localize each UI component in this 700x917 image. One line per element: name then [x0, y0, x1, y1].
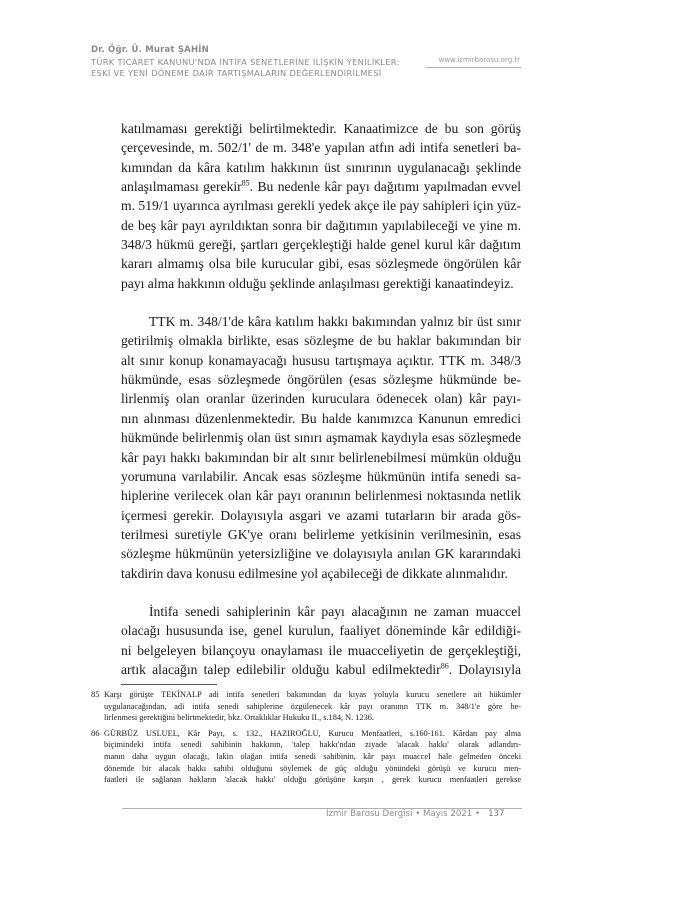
text-line: getirilmiş olmakla birlikte, esas sözleşme de bu haklar bakımından bir — [121, 333, 521, 349]
text-line: lirlenmiş olan oranlar üzerinden kuruculara ödenecek olan) kâr payı- — [121, 391, 521, 407]
paragraph-3 — [121, 602, 521, 679]
text-fragment: İntifa senedi sahiplerinin kâr payı alacağının ne zaman muaccel — [149, 603, 521, 619]
footnote-line: uygulanacağından, adi intifa senedi sahiplerine özgülenecek kâr payı oranının TTK m. 348/1'e göre be- — [104, 701, 521, 711]
text-line: de beş kâr payı ayrıldıktan sonra bir dağıtımın yapılabileceği ve yine m. — [121, 217, 521, 233]
running-footer — [326, 809, 504, 819]
footnote-number: 86 — [91, 727, 100, 738]
paragraph-gap — [121, 293, 521, 312]
text-line: takdirin dava konusu edilmesine yol açabileceği de dikkate alınmalıdır. — [121, 565, 508, 581]
text-line: alt sınır konup konamayacağı hususu tartışmaya açıktır. TTK m. 348/3 — [121, 352, 521, 368]
text-line: yorumuna varılabilir. Ancak esas sözleşme hükmünün intifa senedi sa- — [121, 468, 521, 484]
text-line: m. 519/1 uyarınca ayrılması gerekli yedek akçe ile pay sahipleri için yüz- — [121, 198, 521, 214]
author-name: Dr. Öğr. Ü. Murat ŞAHİN — [91, 45, 209, 55]
text-line: kımından da kâra katılım hakkının üst sınırının uygulanacağı şeklinde — [121, 159, 521, 175]
journal-name: İzmir Barosu Dergisi • Mayıs 2021 • — [326, 809, 481, 819]
footnotes — [91, 689, 521, 790]
footnote-line: dönemde bir alacak hakkı sahibi olduğunu söylemek de güç olduğu yönündeki görüşü ve kurucu men- — [104, 763, 521, 773]
text-line — [121, 312, 521, 331]
body-text — [121, 119, 521, 679]
text-line: çerçevesinde, m. 502/1' de m. 348'e yapılan atfın adi intifa senetleri ba- — [121, 140, 521, 156]
text-line: hiplerine verilecek olan kâr payı oranının belirlenmesi noktasında netlik — [121, 488, 521, 504]
footnote-rule — [121, 684, 217, 685]
footnote-86 — [91, 728, 521, 786]
text-fragment: anlaşılmaması gerekir — [121, 179, 242, 195]
header-rule — [426, 67, 521, 68]
footnote-line: lirlenmesi gerektiğini belirtmektedir, bkz. Ortaklıklar Hukuku II., s.184, N. 1236. — [104, 713, 374, 723]
text-fragment: artık alacağın talep edilebilir olduğu kabul edilmektedir — [121, 661, 441, 677]
footnote-number: 85 — [91, 689, 100, 699]
text-line: terilmesi suretiyle GK'ye oranı belirleme yetkisinin verilmesinin, esas — [121, 526, 521, 542]
text-line: nın alınması düzenlenmektedir. Bu halde kanımızca Kanunun emredici — [121, 410, 521, 426]
footnote-85 — [91, 689, 521, 724]
footnote-line: biçimindeki intifa senedi sahibinin hakkının, 'talep hakkı'ndan ziyade 'alacak hakkı' olarak adlandırı- — [104, 740, 521, 750]
text-line-with-footnote — [121, 660, 521, 679]
footnote-line: faatleri ile sağlanan hakların 'alacak hakkı' olduğu görüşüne karşın , gerek kurucu menfaatleri gerekse — [104, 775, 521, 785]
paragraph-1 — [121, 119, 521, 293]
text-line — [121, 602, 521, 621]
footnote-ref-86[interactable]: 86 — [440, 661, 449, 671]
text-line: hükmünde, esas sözleşmede öngörülen (esas sözleşme hükmünde be- — [121, 372, 521, 388]
footnote-ref-85[interactable]: 85 — [241, 178, 250, 188]
footnote-line: manın daha uygun olacağı, lakin olağan intifa senedi sahibinin, kâr payı muacceI hale gelmeden önceki — [104, 751, 521, 761]
text-fragment: . Dolayısıyla — [448, 661, 521, 677]
text-fragment: TTK m. 348/1'de kâra katılım hakkı bakımından yalnız bir üst sınır — [149, 314, 521, 330]
text-line: kararı almamış olsa bile kurucular gibi, esas sözleşmede öngörülen kâr — [121, 256, 521, 272]
text-line: payı alma hakkının olduğu şeklinde anlaşılması gerektiği kanaatindeyiz. — [121, 275, 514, 291]
text-line: katılmaması gerektiği belirtilmektedir. Kanaatimizce de bu son görüş — [121, 121, 521, 136]
page-number: 137 — [488, 809, 505, 819]
text-line-with-footnote — [121, 177, 521, 196]
footnote-line: Karşı görüşte TEKİNALP adi intifa senetleri bakımından da kıyas yoluyla kurucu senetlere ait hükümler — [104, 690, 521, 699]
article-title-line-1: TÜRK TİCARET KANUNU'NDA İNTİFA SENETLERİNE İLİŞKİN YENİLİKLER: — [91, 57, 400, 67]
paragraph-2 — [121, 312, 521, 583]
text-line: sözleşme hükmünün yetersizliğine ve dolayısıyla anılan GK kararındaki — [121, 546, 521, 562]
text-line: 348/3 hükmü gereği, şartları gerçekleştiği halde genel kurul kâr dağıtım — [121, 237, 521, 253]
text-fragment: . Bu nedenle kâr payı dağıtımı yapılmadan evvel — [249, 179, 521, 195]
text-line: içermesi gerekir. Dolayısıyla asgari ve azami tutarların bir arada gös- — [121, 507, 521, 523]
text-line: ni belgeleyen bilançoyu onaylaması ile muacceliyetin de gerçekleştiği, — [121, 642, 521, 658]
paragraph-gap — [121, 583, 521, 602]
footnote-line: GÜRBÜZ USLUEL, Kâr Payı, s. 132., HAZIROĞLU, Kurucu Menfaatleri, s.160-161. Kârdan pay alma — [104, 728, 521, 738]
article-title-line-2: ESKİ VE YENİ DÖNEME DAİR TARTIŞMALARIN DEĞERLENDİRİLMESİ — [91, 68, 382, 78]
website-url: www.izmirbarosu.org.tr — [438, 56, 520, 64]
text-line: olacağı hususunda ise, genel kurulun, faaliyet döneminde kâr edildiği- — [121, 623, 521, 639]
text-line: hükmünde belirlenmiş olan üst sınırı aşmamak kaydıyla esas sözleşmede — [121, 430, 521, 446]
text-line: kâr payı hakkı bakımından bir alt sınır belirlenebilmesi mümkün olduğu — [121, 449, 521, 465]
